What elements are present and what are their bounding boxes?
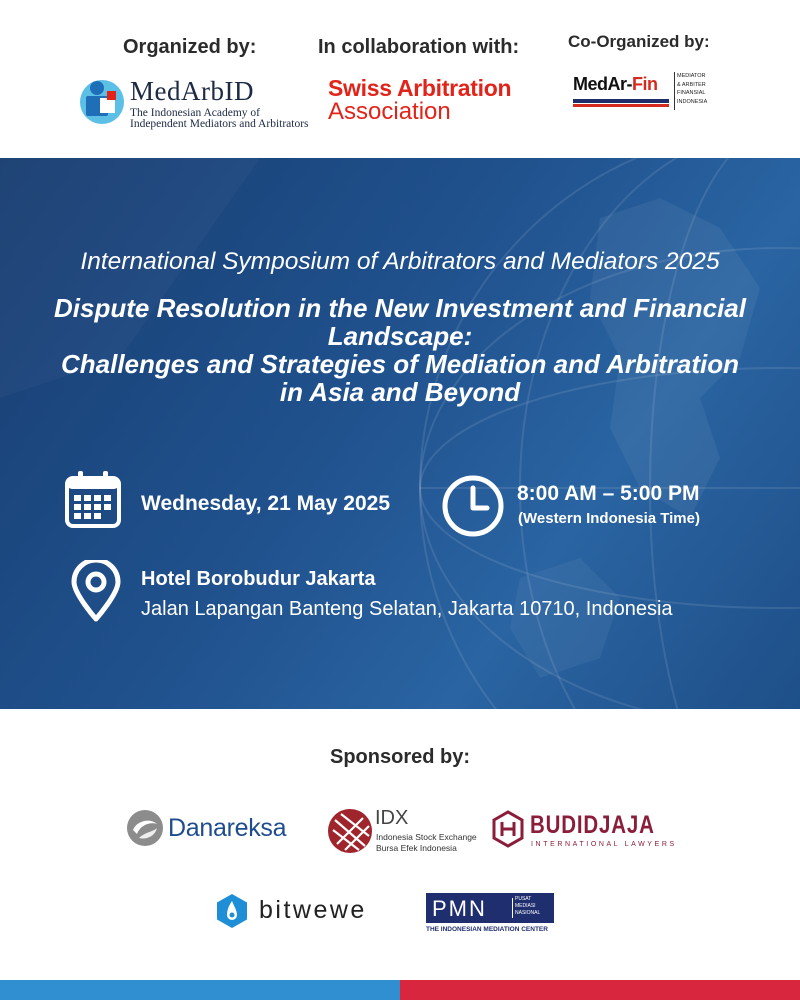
- title-line: in Asia and Beyond: [279, 377, 521, 407]
- budidjaja-name: BUDIDJAJA: [530, 811, 655, 839]
- medarfin-bar-red: [573, 104, 669, 107]
- event-main-title: [30, 294, 770, 406]
- idx-subtitle-line2: Bursa Efek Indonesia: [376, 843, 457, 853]
- pmn-divider: [512, 898, 513, 918]
- danareksa-name: Danareksa: [168, 814, 287, 842]
- bitwewe-hexagon-icon: [215, 893, 249, 929]
- medarfin-divider: [674, 72, 675, 110]
- title-line: Landscape:: [327, 321, 473, 351]
- budidjaja-subtitle: INTERNATIONAL LAWYERS: [531, 841, 677, 848]
- medarfin-name-part2: Fin: [632, 74, 658, 94]
- pmn-small-line: MEDIASI: [515, 903, 536, 909]
- medarfin-small-line: INDONESIA: [677, 98, 708, 105]
- swiss-logo-line2: Association: [328, 98, 451, 125]
- globe-background-icon: [0, 158, 800, 709]
- idx-subtitle-line1: Indonesia Stock Exchange: [376, 832, 477, 842]
- medarbid-emblem-icon: [78, 74, 128, 128]
- medarbid-subtitle-line1: The Indonesian Academy of: [130, 107, 260, 119]
- event-time: 8:00 AM – 5:00 PM: [517, 482, 700, 505]
- event-date: Wednesday, 21 May 2025: [141, 492, 391, 515]
- co-organized-label: Co-Organized by:: [568, 32, 710, 51]
- medarfin-small-line: FINANSIAL: [677, 90, 706, 96]
- event-banner: [0, 158, 800, 709]
- medarfin-logo: [573, 72, 713, 112]
- bitwewe-logo: [215, 893, 395, 929]
- title-line: Challenges and Strategies of Mediation and Arbitration: [60, 349, 739, 379]
- event-address: Jalan Lapangan Banteng Selatan, Jakarta 10710, Indonesia: [141, 598, 673, 620]
- pmn-subtitle: THE INDONESIAN MEDIATION CENTER: [426, 926, 548, 933]
- medarbid-subtitle-line2: Independent Mediators and Arbitrators: [130, 118, 309, 130]
- organized-by-label: Organized by:: [123, 36, 257, 58]
- pmn-logo: [426, 893, 556, 935]
- footer-stripe-red: [400, 980, 800, 1000]
- medarbid-name: MedArbID: [130, 76, 254, 106]
- pmn-small-line: PUSAT: [515, 896, 532, 902]
- danareksa-logo: [125, 808, 305, 848]
- medarfin-small-line: MEDIATOR: [677, 73, 706, 79]
- location-pin-icon: [69, 560, 123, 622]
- footer-stripe-blue: [0, 980, 400, 1000]
- medarfin-name-part1: MedAr-: [573, 74, 632, 94]
- budidjaja-emblem-icon: [490, 808, 526, 848]
- pmn-name: PMN: [432, 896, 487, 921]
- event-timezone: (Western Indonesia Time): [518, 510, 700, 527]
- pmn-box: [426, 893, 554, 923]
- event-venue: Hotel Borobudur Jakarta: [141, 568, 376, 590]
- bitwewe-name: bitwewe: [259, 896, 367, 924]
- symposium-title: International Symposium of Arbitrators and Mediators 2025: [80, 248, 720, 275]
- calendar-icon: [64, 469, 122, 529]
- medarfin-small-text: [677, 72, 707, 106]
- title-line: Dispute Resolution in the New Investment and Financial: [54, 293, 746, 323]
- pmn-small-line: NASIONAL: [515, 910, 541, 916]
- idx-name: IDX: [375, 807, 409, 829]
- medarfin-small-line: & ARBITER: [677, 81, 706, 88]
- medarfin-bar-blue: [573, 99, 669, 103]
- idx-emblem-icon: [327, 806, 373, 856]
- organizers-header: [0, 0, 800, 158]
- danareksa-emblem-icon: [125, 808, 165, 848]
- medarbid-logo: [78, 74, 309, 130]
- swiss-logo-line1: Swiss Arbitration: [328, 75, 512, 101]
- idx-logo: [327, 806, 477, 860]
- pmn-small-text: [515, 896, 540, 917]
- collaboration-label: In collaboration with:: [318, 36, 520, 58]
- clock-icon: [441, 474, 505, 538]
- sponsored-by-label: Sponsored by:: [329, 746, 470, 768]
- swiss-arbitration-logo: [328, 76, 511, 124]
- budidjaja-logo: [490, 808, 677, 852]
- medarfin-wordmark: [573, 74, 658, 95]
